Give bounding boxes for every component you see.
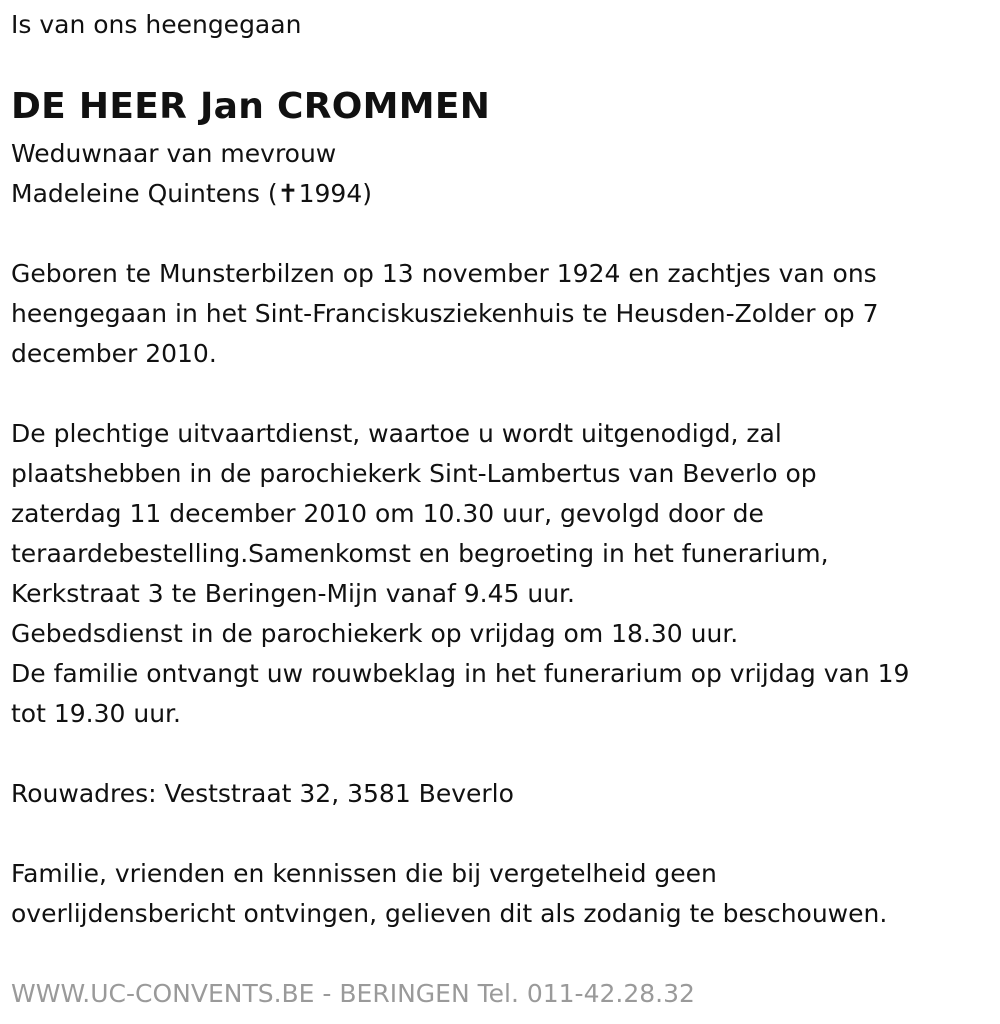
birth-paragraph [11, 254, 986, 374]
notice-line: overlijdensbericht ontvingen, gelieven dit als zodanig te beschouwen. [11, 899, 888, 928]
service-line: plaatshebben in de parochiekerk Sint-Lambertus van Beverlo op [11, 459, 817, 488]
birth-line: Geboren te Munsterbilzen op 13 november 1924 en zachtjes van ons [11, 259, 877, 288]
intro-text: Is van ons heengegaan [11, 10, 302, 39]
service-line: De familie ontvangt uw rouwbeklag in het funerarium op vrijdag van 19 [11, 659, 910, 688]
service-line: tot 19.30 uur. [11, 699, 181, 728]
spouse-line: Weduwnaar van mevrouw [11, 139, 337, 168]
service-line: Kerkstraat 3 te Beringen-Mijn vanaf 9.45 uur. [11, 579, 575, 608]
deceased-name: DE HEER Jan CROMMEN [11, 86, 491, 127]
spouse-line: Madeleine Quintens (✝1994) [11, 179, 372, 208]
service-line: teraardebestelling.Samenkomst en begroeting in het funerarium, [11, 539, 829, 568]
notice-line: Familie, vrienden en kennissen die bij vergetelheid geen [11, 859, 717, 888]
birth-line: december 2010. [11, 339, 217, 368]
service-paragraph [11, 414, 986, 734]
service-line: zaterdag 11 december 2010 om 10.30 uur, gevolgd door de [11, 499, 764, 528]
service-line: De plechtige uitvaartdienst, waartoe u wordt uitgenodigd, zal [11, 419, 782, 448]
service-line: Gebedsdienst in de parochiekerk op vrijdag om 18.30 uur. [11, 619, 739, 648]
birth-line: heengegaan in het Sint-Franciskusziekenhuis te Heusden-Zolder op 7 [11, 299, 879, 328]
notice-paragraph [11, 854, 986, 934]
footer-credit: WWW.UC-CONVENTS.BE - BERINGEN Tel. 011-42.28.32 [11, 979, 695, 1008]
spouse-info [11, 134, 372, 214]
mourning-address: Rouwadres: Veststraat 32, 3581 Beverlo [11, 779, 514, 808]
